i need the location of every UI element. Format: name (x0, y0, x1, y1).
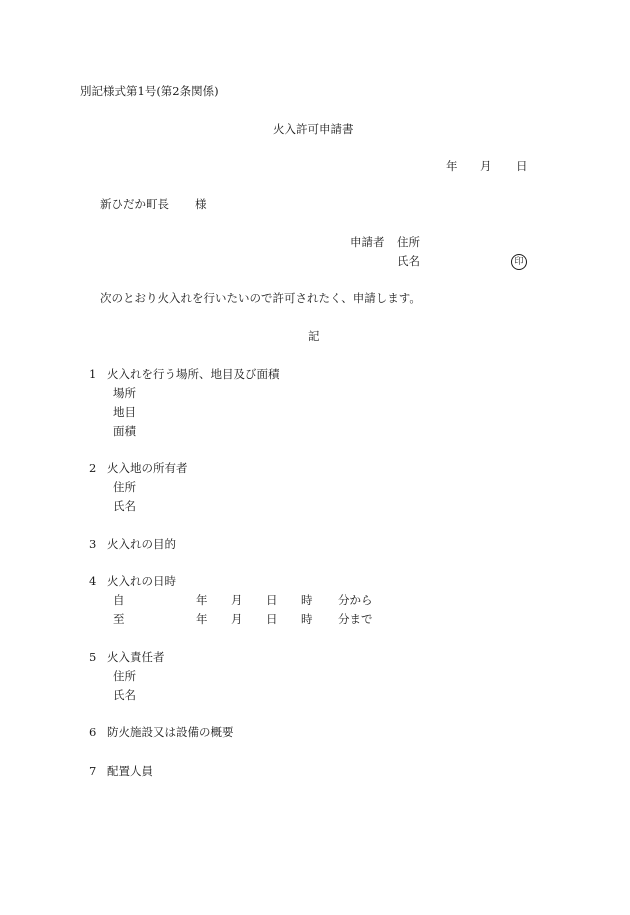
item-number: 1 (89, 367, 97, 381)
datetime-from-minute: 分から (338, 593, 373, 607)
item-sub-category: 地目 (113, 405, 136, 419)
item-number: 2 (89, 461, 97, 475)
datetime-to-month: 月 (231, 612, 243, 626)
datetime-to-day: 日 (266, 612, 278, 626)
datetime-to-hour: 時 (301, 612, 313, 626)
item-title: 防火施設又は設備の概要 (107, 725, 234, 739)
applicant-name-label: 氏名 (397, 254, 420, 268)
date-month: 月 (480, 159, 492, 173)
item-sub-area: 面積 (113, 424, 136, 438)
applicant-label: 申請者 (350, 235, 385, 249)
datetime-from-year: 年 (196, 593, 208, 607)
form-label: 別記様式第1号(第2条関係) (80, 84, 219, 98)
item-title: 火入れの目的 (107, 537, 176, 551)
intro-text: 次のとおり火入れを行いたいので許可されたく、申請します。 (100, 291, 421, 305)
item-sub-address: 住所 (113, 480, 136, 494)
addressee-name: 新ひだか町長 (100, 197, 169, 211)
item-title: 火入れを行う場所、地目及び面積 (107, 367, 280, 381)
item-title: 火入責任者 (107, 650, 165, 664)
item-number: 5 (89, 650, 97, 664)
date-year: 年 (446, 159, 458, 173)
datetime-to-label: 至 (113, 612, 125, 626)
item-title: 火入れの日時 (107, 574, 176, 588)
addressee-honorific: 様 (195, 197, 207, 211)
item-title: 配置人員 (107, 764, 153, 778)
item-sub-address: 住所 (113, 669, 136, 683)
item-title: 火入地の所有者 (107, 461, 188, 475)
applicant-address-label: 住所 (397, 235, 420, 249)
datetime-from-hour: 時 (301, 593, 313, 607)
date-day: 日 (516, 159, 528, 173)
seal-mark: 印 (511, 254, 527, 270)
ki-heading: 記 (308, 329, 320, 343)
item-number: 4 (89, 574, 97, 588)
datetime-from-day: 日 (266, 593, 278, 607)
datetime-to-minute: 分まで (338, 612, 373, 626)
datetime-to-year: 年 (196, 612, 208, 626)
item-sub-name: 氏名 (113, 688, 136, 702)
item-number: 6 (89, 725, 97, 739)
item-sub-place: 場所 (113, 386, 136, 400)
datetime-from-label: 自 (113, 593, 125, 607)
item-number: 7 (89, 764, 97, 778)
item-sub-name: 氏名 (113, 499, 136, 513)
page-title: 火入許可申請書 (273, 122, 354, 136)
datetime-from-month: 月 (231, 593, 243, 607)
item-number: 3 (89, 537, 97, 551)
